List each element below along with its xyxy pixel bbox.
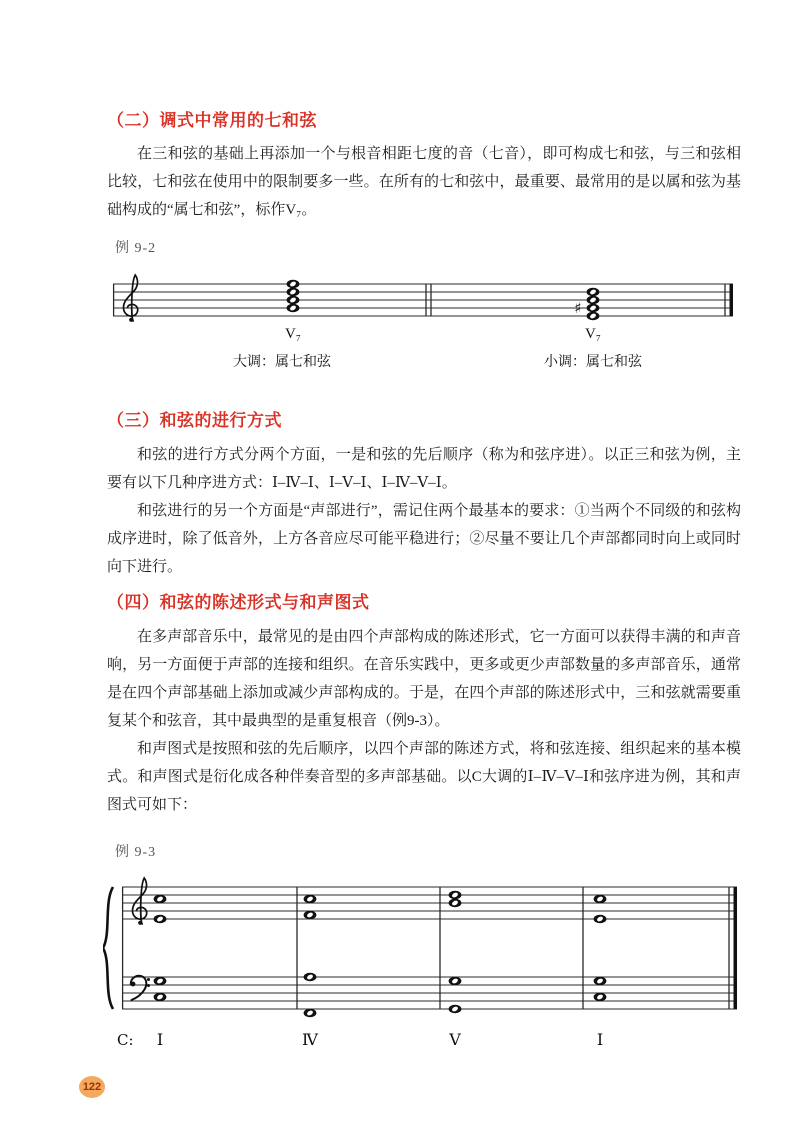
example-9-2-label: 例 9-2 [115, 241, 157, 256]
treble-staff-lines [122, 887, 737, 919]
whole-note [304, 1009, 317, 1017]
whole-note [154, 895, 167, 903]
chord-symbol-v7-minor: V₇ [584, 326, 602, 342]
roman-numeral-3: Ⅴ [449, 1030, 461, 1049]
whole-note [154, 977, 167, 985]
treble-clef-icon [124, 275, 138, 322]
example-9-2-staff-notation [112, 268, 736, 326]
whole-note [449, 1005, 462, 1013]
whole-note [587, 288, 600, 296]
sharp-icon: ♯ [574, 299, 582, 317]
section-2-paragraph: 在三和弦的基础上再添加一个与根音相距七度的音（七音），即可构成七和弦，与三和弦相比较，七和弦在使用中的限制要多一些。在所有的七和弦中，最重要、最常用的是以属和弦为基础构成的“属七和弦”，标作V₇。 [107, 146, 741, 218]
brace-icon [103, 887, 113, 1009]
section-3-paragraph-1: 和弦的进行方式分两个方面，一是和弦的先后顺序（称为和弦序进）。以正三和弦为例，主要有以下几种序进方式：Ⅰ–Ⅳ–Ⅰ、Ⅰ–Ⅴ–Ⅰ、Ⅰ–Ⅳ–Ⅴ–Ⅰ。 [107, 447, 741, 491]
caption-major-dominant-seventh: 大调：属七和弦 [233, 355, 331, 370]
treble-clef-icon [133, 878, 147, 925]
whole-note [287, 304, 300, 312]
measure-3-chord-V [449, 891, 462, 1013]
whole-note [594, 895, 607, 903]
section-heading-2: （二）调式中常用的七和弦 [107, 111, 317, 130]
whole-note [287, 288, 300, 296]
whole-note [594, 993, 607, 1001]
page-number-badge: 122 [79, 1076, 105, 1098]
example-9-3-label: 例 9-3 [115, 845, 157, 860]
section-4-paragraph-2: 和声图式是按照和弦的先后顺序，以四个声部的陈述方式，将和弦连接、组织起来的基本模式。和声图式是衍化成各种伴奏音型的多声部基础。以C大调的Ⅰ–Ⅳ–Ⅴ–Ⅰ和弦序进为例，其和声图式可如下： [107, 741, 741, 813]
caption-minor-dominant-seventh: 小调：属七和弦 [544, 355, 642, 370]
chord-minor-v7 [574, 288, 599, 320]
whole-note [587, 304, 600, 312]
whole-note [587, 296, 600, 304]
whole-note [449, 899, 462, 907]
final-barline [729, 887, 737, 1009]
bass-clef-icon [131, 976, 150, 1000]
section-3-paragraph-2: 和弦进行的另一个方面是“声部进行”，需记住两个最基本的要求：①当两个不同级的和弦构成序进时，除了低音外，上方各音应尽可能平稳进行；②尽量不要让几个声部都同时向上或同时向下进行。 [107, 503, 741, 575]
whole-note [154, 993, 167, 1001]
chord-major-v7 [287, 280, 300, 312]
section-4-paragraph-1: 在多声部音乐中，最常见的是由四个声部构成的陈述形式，它一方面可以获得丰满的和声音响，另一方面便于声部的连接和组织。在音乐实践中，更多或更少声部数量的多声部音乐，通常是在四个声部基础上添加或减少声部构成的。于是，在四个声部的陈述形式中，三和弦就需要重复某个和弦音，其中最典型的是重复根音（例9-3）。 [107, 629, 741, 729]
bass-staff-lines [122, 977, 737, 1009]
whole-note [304, 895, 317, 903]
whole-note [154, 915, 167, 923]
whole-note [587, 312, 600, 320]
chord-symbol-v7-major: V₇ [284, 326, 302, 342]
whole-note [449, 977, 462, 985]
whole-note [287, 280, 300, 288]
example-9-3-grand-staff-notation [103, 876, 743, 1036]
whole-note [594, 977, 607, 985]
staff-lines [113, 284, 733, 316]
key-label: C: [117, 1031, 134, 1049]
section-heading-3: （三）和弦的进行方式 [107, 411, 282, 430]
roman-numeral-1: Ⅰ [156, 1030, 164, 1049]
section-heading-4: （四）和弦的陈述形式与和声图式 [107, 593, 370, 612]
whole-note [304, 911, 317, 919]
roman-numeral-2: Ⅳ [302, 1030, 318, 1049]
whole-note [449, 891, 462, 899]
whole-note [304, 973, 317, 981]
whole-note [287, 296, 300, 304]
roman-numeral-4: Ⅰ [596, 1030, 604, 1049]
whole-note [594, 915, 607, 923]
measure-2-chord-IV [304, 895, 317, 1017]
